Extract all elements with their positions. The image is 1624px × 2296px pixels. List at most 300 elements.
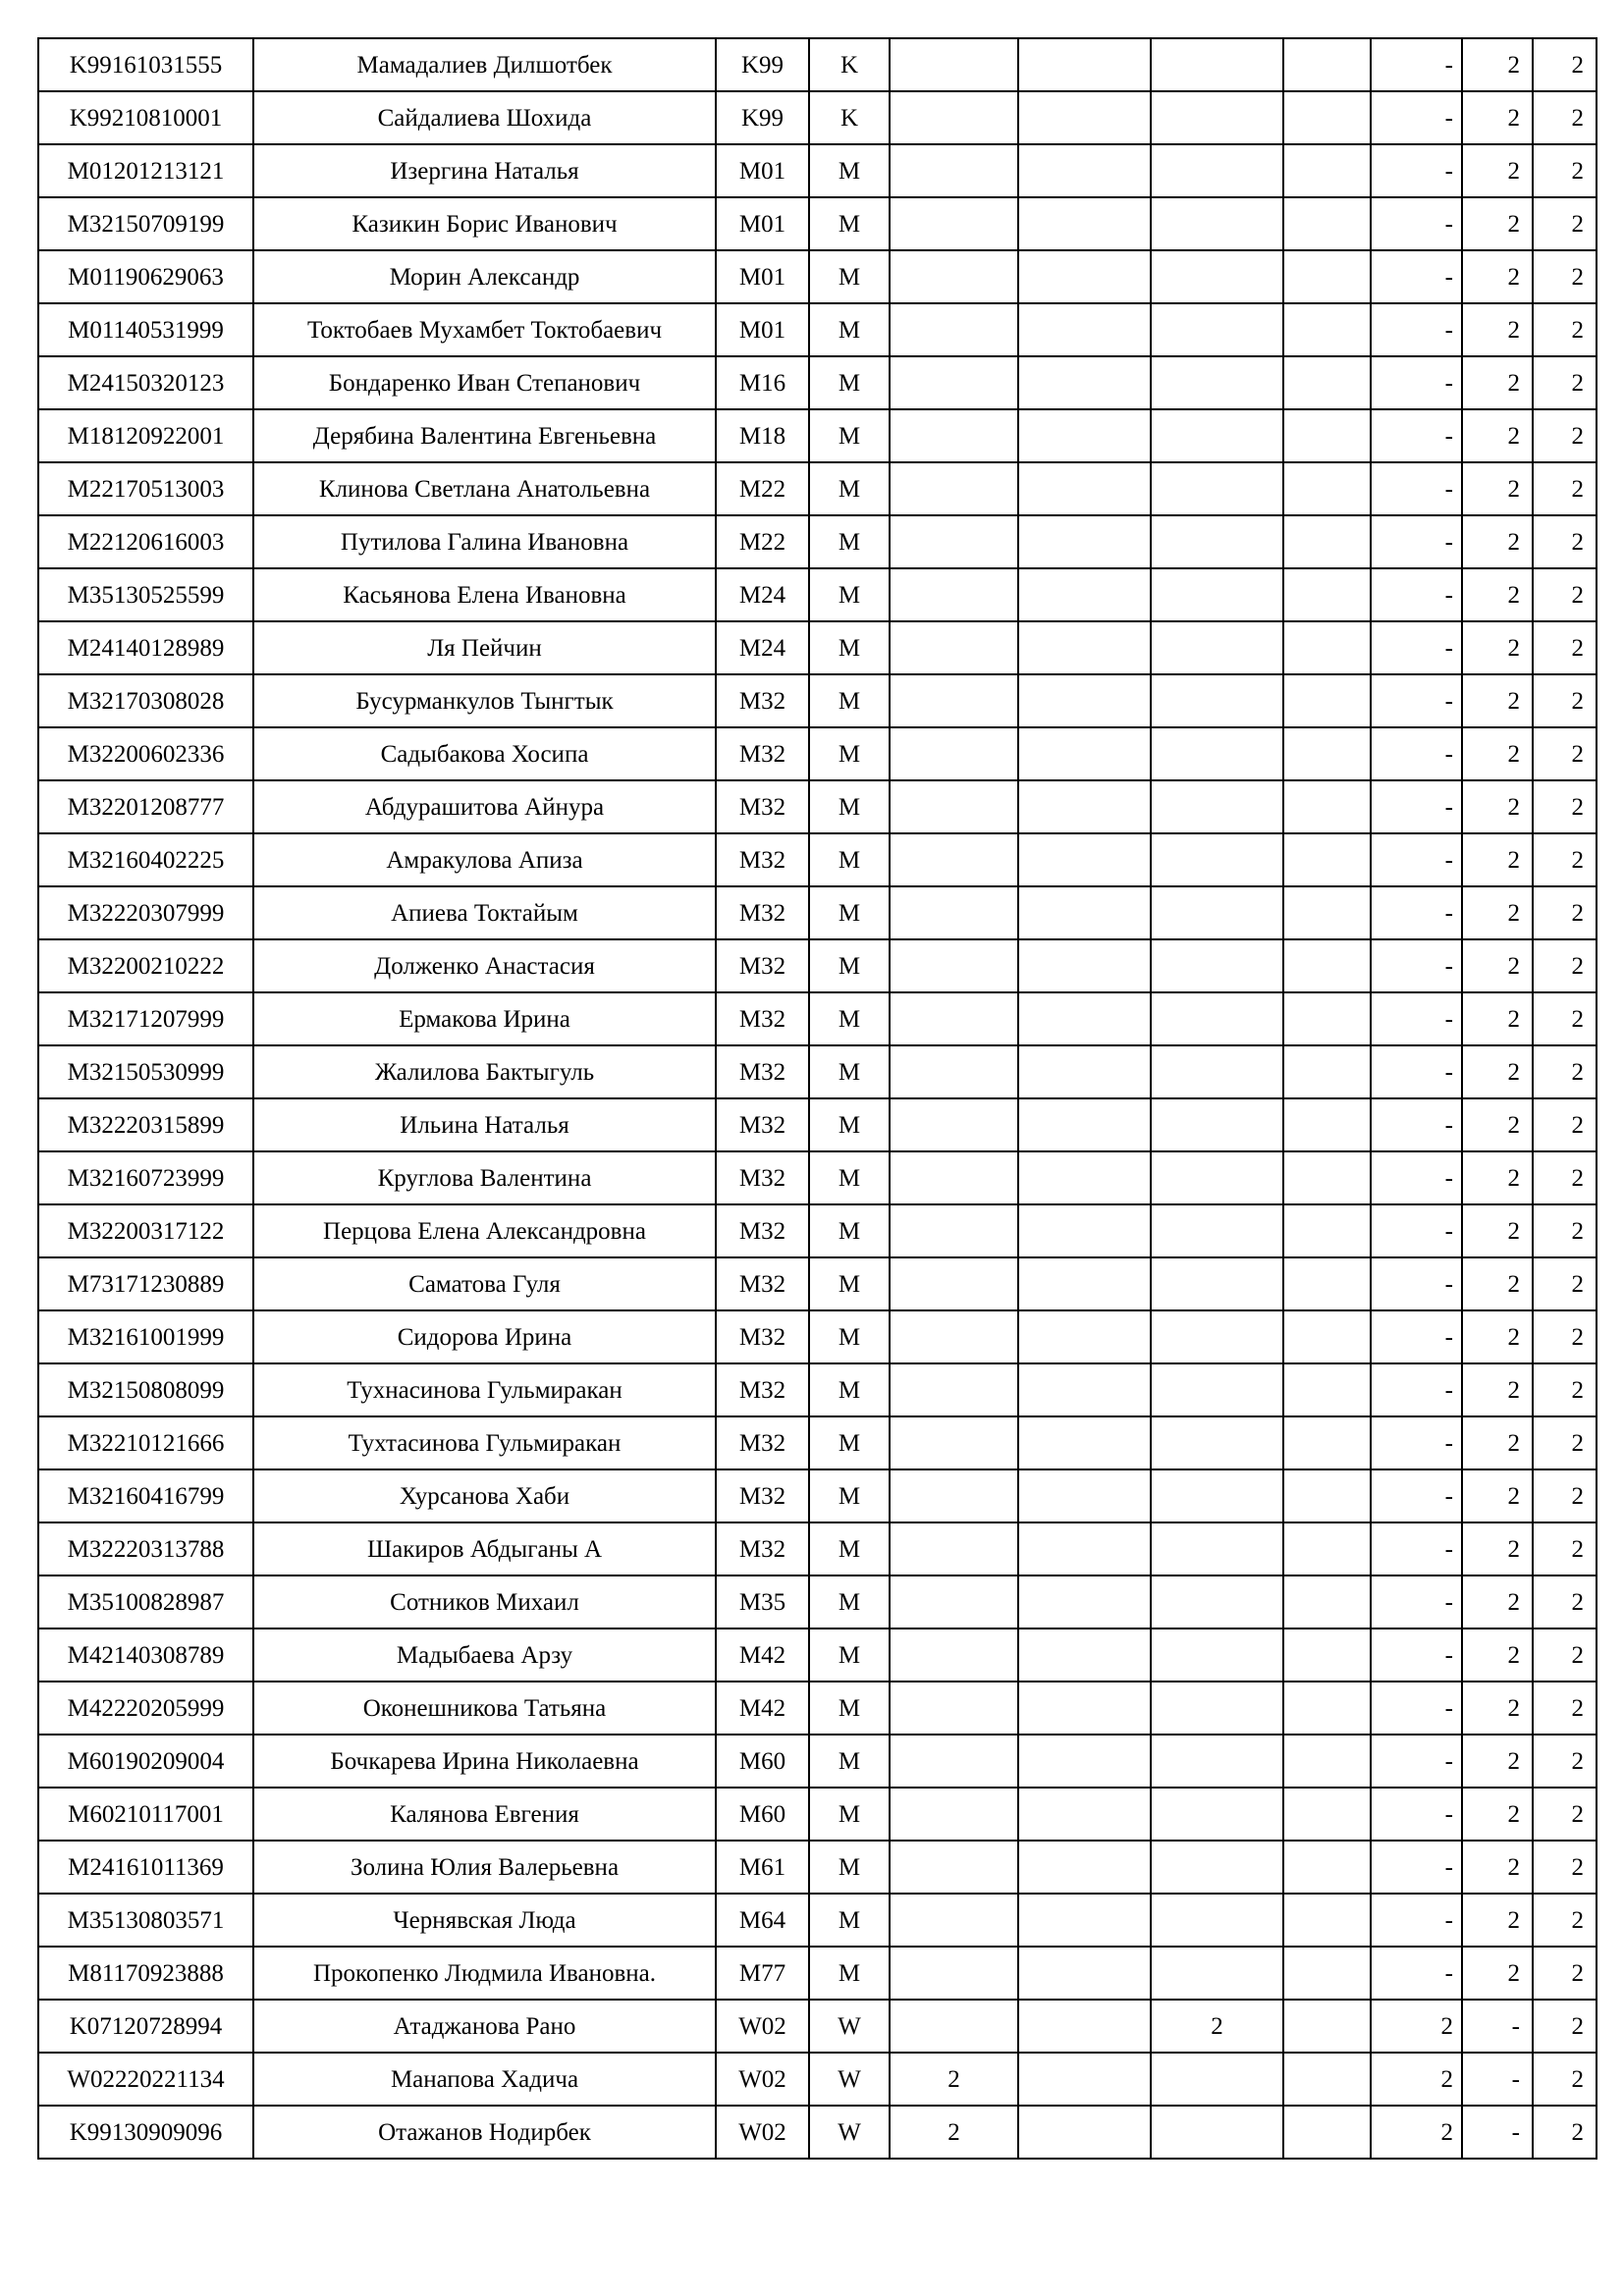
id-cell: M42220205999 bbox=[38, 1682, 253, 1735]
total-cell: 2 bbox=[1533, 1788, 1597, 1841]
table-row bbox=[38, 1469, 1597, 1522]
score6-cell: 2 bbox=[1462, 1310, 1533, 1363]
group-cell: M60 bbox=[716, 1788, 809, 1841]
total-cell: 2 bbox=[1533, 1310, 1597, 1363]
score2-cell bbox=[1018, 144, 1151, 197]
score5-cell: - bbox=[1371, 674, 1462, 727]
category-cell: M bbox=[809, 144, 890, 197]
score5-cell: 2 bbox=[1371, 2000, 1462, 2053]
id-cell: M60210117001 bbox=[38, 1788, 253, 1841]
score4-cell bbox=[1283, 462, 1371, 515]
score2-cell bbox=[1018, 462, 1151, 515]
total-cell: 2 bbox=[1533, 1629, 1597, 1682]
group-cell: M32 bbox=[716, 1257, 809, 1310]
score4-cell bbox=[1283, 780, 1371, 833]
category-cell: M bbox=[809, 1735, 890, 1788]
score1-cell bbox=[890, 886, 1018, 939]
score1-cell bbox=[890, 1204, 1018, 1257]
score1-cell bbox=[890, 1151, 1018, 1204]
table-row bbox=[38, 1204, 1597, 1257]
score4-cell bbox=[1283, 1257, 1371, 1310]
id-cell: K99210810001 bbox=[38, 91, 253, 144]
table-row bbox=[38, 1682, 1597, 1735]
name-cell: Шакиров Абдыганы А bbox=[253, 1522, 716, 1575]
category-cell: M bbox=[809, 1045, 890, 1098]
category-cell: M bbox=[809, 939, 890, 992]
score3-cell bbox=[1151, 144, 1283, 197]
score6-cell: 2 bbox=[1462, 409, 1533, 462]
name-cell: Клинова Светлана Анатольевна bbox=[253, 462, 716, 515]
score6-cell: 2 bbox=[1462, 1841, 1533, 1894]
score5-cell: - bbox=[1371, 1522, 1462, 1575]
table-row bbox=[38, 1788, 1597, 1841]
table-row bbox=[38, 303, 1597, 356]
total-cell: 2 bbox=[1533, 1841, 1597, 1894]
score6-cell: 2 bbox=[1462, 992, 1533, 1045]
table-row bbox=[38, 1522, 1597, 1575]
total-cell: 2 bbox=[1533, 1204, 1597, 1257]
table-row bbox=[38, 2106, 1597, 2159]
score3-cell: 2 bbox=[1151, 2000, 1283, 2053]
category-cell: M bbox=[809, 303, 890, 356]
name-cell: Бочкарева Ирина Николаевна bbox=[253, 1735, 716, 1788]
total-cell: 2 bbox=[1533, 38, 1597, 91]
score2-cell bbox=[1018, 409, 1151, 462]
group-cell: M32 bbox=[716, 833, 809, 886]
category-cell: M bbox=[809, 356, 890, 409]
id-cell: M01140531999 bbox=[38, 303, 253, 356]
score1-cell bbox=[890, 462, 1018, 515]
score1-cell bbox=[890, 833, 1018, 886]
score5-cell: - bbox=[1371, 1841, 1462, 1894]
score1-cell bbox=[890, 356, 1018, 409]
score2-cell bbox=[1018, 1522, 1151, 1575]
score2-cell bbox=[1018, 1045, 1151, 1098]
score5-cell: - bbox=[1371, 356, 1462, 409]
id-cell: M01201213121 bbox=[38, 144, 253, 197]
score4-cell bbox=[1283, 1204, 1371, 1257]
score4-cell bbox=[1283, 1416, 1371, 1469]
score3-cell bbox=[1151, 1894, 1283, 1947]
id-cell: M24140128989 bbox=[38, 621, 253, 674]
score5-cell: - bbox=[1371, 1204, 1462, 1257]
score4-cell bbox=[1283, 1045, 1371, 1098]
score2-cell bbox=[1018, 1735, 1151, 1788]
name-cell: Калянова Евгения bbox=[253, 1788, 716, 1841]
score4-cell bbox=[1283, 939, 1371, 992]
name-cell: Отажанов Нодирбек bbox=[253, 2106, 716, 2159]
name-cell: Сайдалиева Шохида bbox=[253, 91, 716, 144]
score4-cell bbox=[1283, 1629, 1371, 1682]
category-cell: M bbox=[809, 1947, 890, 2000]
score2-cell bbox=[1018, 515, 1151, 568]
score6-cell: 2 bbox=[1462, 1257, 1533, 1310]
score4-cell bbox=[1283, 91, 1371, 144]
score4-cell bbox=[1283, 1098, 1371, 1151]
category-cell: M bbox=[809, 1310, 890, 1363]
score3-cell bbox=[1151, 621, 1283, 674]
score2-cell bbox=[1018, 2000, 1151, 2053]
score2-cell bbox=[1018, 1416, 1151, 1469]
score5-cell: - bbox=[1371, 886, 1462, 939]
score5-cell: - bbox=[1371, 1735, 1462, 1788]
category-cell: M bbox=[809, 1894, 890, 1947]
total-cell: 2 bbox=[1533, 1045, 1597, 1098]
table-row bbox=[38, 197, 1597, 250]
id-cell: M32160416799 bbox=[38, 1469, 253, 1522]
score6-cell: 2 bbox=[1462, 886, 1533, 939]
score2-cell bbox=[1018, 621, 1151, 674]
group-cell: M32 bbox=[716, 1045, 809, 1098]
score3-cell bbox=[1151, 727, 1283, 780]
id-cell: W02220221134 bbox=[38, 2053, 253, 2106]
table-row bbox=[38, 621, 1597, 674]
score1-cell bbox=[890, 992, 1018, 1045]
name-cell: Ля Пейчин bbox=[253, 621, 716, 674]
score6-cell: 2 bbox=[1462, 727, 1533, 780]
total-cell: 2 bbox=[1533, 992, 1597, 1045]
score1-cell: 2 bbox=[890, 2053, 1018, 2106]
id-cell: M32200210222 bbox=[38, 939, 253, 992]
score3-cell bbox=[1151, 833, 1283, 886]
score6-cell: 2 bbox=[1462, 515, 1533, 568]
table-row bbox=[38, 886, 1597, 939]
group-cell: M32 bbox=[716, 780, 809, 833]
score6-cell: 2 bbox=[1462, 144, 1533, 197]
table-row bbox=[38, 462, 1597, 515]
table-row bbox=[38, 38, 1597, 91]
group-cell: M32 bbox=[716, 1151, 809, 1204]
score2-cell bbox=[1018, 833, 1151, 886]
score1-cell bbox=[890, 1735, 1018, 1788]
id-cell: M32150530999 bbox=[38, 1045, 253, 1098]
table-row bbox=[38, 356, 1597, 409]
score4-cell bbox=[1283, 1575, 1371, 1629]
score1-cell bbox=[890, 1947, 1018, 2000]
score6-cell: 2 bbox=[1462, 1151, 1533, 1204]
score5-cell: - bbox=[1371, 1682, 1462, 1735]
score2-cell bbox=[1018, 356, 1151, 409]
total-cell: 2 bbox=[1533, 1151, 1597, 1204]
table-row bbox=[38, 250, 1597, 303]
category-cell: M bbox=[809, 1629, 890, 1682]
score6-cell: 2 bbox=[1462, 1045, 1533, 1098]
id-cell: K99161031555 bbox=[38, 38, 253, 91]
id-cell: M24161011369 bbox=[38, 1841, 253, 1894]
total-cell: 2 bbox=[1533, 250, 1597, 303]
score2-cell bbox=[1018, 38, 1151, 91]
score6-cell: 2 bbox=[1462, 1575, 1533, 1629]
score5-cell: - bbox=[1371, 1416, 1462, 1469]
category-cell: M bbox=[809, 250, 890, 303]
category-cell: M bbox=[809, 1841, 890, 1894]
score6-cell: - bbox=[1462, 2000, 1533, 2053]
total-cell: 2 bbox=[1533, 674, 1597, 727]
table-row bbox=[38, 515, 1597, 568]
score4-cell bbox=[1283, 1469, 1371, 1522]
id-cell: M32220313788 bbox=[38, 1522, 253, 1575]
group-cell: M16 bbox=[716, 356, 809, 409]
score1-cell bbox=[890, 1894, 1018, 1947]
category-cell: M bbox=[809, 1204, 890, 1257]
total-cell: 2 bbox=[1533, 409, 1597, 462]
score2-cell bbox=[1018, 1204, 1151, 1257]
score2-cell bbox=[1018, 2106, 1151, 2159]
group-cell: M42 bbox=[716, 1629, 809, 1682]
group-cell: M32 bbox=[716, 1204, 809, 1257]
score5-cell: - bbox=[1371, 1363, 1462, 1416]
table-body bbox=[38, 38, 1597, 2159]
total-cell: 2 bbox=[1533, 197, 1597, 250]
id-cell: M32161001999 bbox=[38, 1310, 253, 1363]
score1-cell bbox=[890, 1682, 1018, 1735]
table-row bbox=[38, 91, 1597, 144]
score5-cell: 2 bbox=[1371, 2106, 1462, 2159]
score6-cell: 2 bbox=[1462, 621, 1533, 674]
score4-cell bbox=[1283, 992, 1371, 1045]
table-row bbox=[38, 1416, 1597, 1469]
score3-cell bbox=[1151, 886, 1283, 939]
score1-cell bbox=[890, 91, 1018, 144]
score1-cell bbox=[890, 1257, 1018, 1310]
score2-cell bbox=[1018, 992, 1151, 1045]
id-cell: M81170923888 bbox=[38, 1947, 253, 2000]
score1-cell bbox=[890, 1841, 1018, 1894]
id-cell: M32200317122 bbox=[38, 1204, 253, 1257]
group-cell: W02 bbox=[716, 2053, 809, 2106]
score6-cell: 2 bbox=[1462, 1469, 1533, 1522]
score3-cell bbox=[1151, 1522, 1283, 1575]
score4-cell bbox=[1283, 1894, 1371, 1947]
score6-cell: 2 bbox=[1462, 197, 1533, 250]
score4-cell bbox=[1283, 833, 1371, 886]
total-cell: 2 bbox=[1533, 144, 1597, 197]
score4-cell bbox=[1283, 2053, 1371, 2106]
score2-cell bbox=[1018, 91, 1151, 144]
table-row bbox=[38, 144, 1597, 197]
group-cell: M61 bbox=[716, 1841, 809, 1894]
score2-cell bbox=[1018, 1310, 1151, 1363]
score5-cell: - bbox=[1371, 303, 1462, 356]
group-cell: M32 bbox=[716, 992, 809, 1045]
score3-cell bbox=[1151, 1469, 1283, 1522]
score6-cell: 2 bbox=[1462, 1629, 1533, 1682]
participants-table bbox=[37, 37, 1597, 2160]
score4-cell bbox=[1283, 621, 1371, 674]
score4-cell bbox=[1283, 1841, 1371, 1894]
score6-cell: 2 bbox=[1462, 303, 1533, 356]
total-cell: 2 bbox=[1533, 833, 1597, 886]
id-cell: K07120728994 bbox=[38, 2000, 253, 2053]
score2-cell bbox=[1018, 1363, 1151, 1416]
score3-cell bbox=[1151, 939, 1283, 992]
group-cell: M32 bbox=[716, 939, 809, 992]
table-row bbox=[38, 1257, 1597, 1310]
table-row bbox=[38, 992, 1597, 1045]
score6-cell: 2 bbox=[1462, 1098, 1533, 1151]
name-cell: Перцова Елена Александровна bbox=[253, 1204, 716, 1257]
score3-cell bbox=[1151, 1257, 1283, 1310]
name-cell: Токтобаев Мухамбет Токтобаевич bbox=[253, 303, 716, 356]
score6-cell: 2 bbox=[1462, 1204, 1533, 1257]
score1-cell bbox=[890, 1363, 1018, 1416]
score5-cell: - bbox=[1371, 91, 1462, 144]
category-cell: M bbox=[809, 462, 890, 515]
group-cell: M22 bbox=[716, 462, 809, 515]
score5-cell: 2 bbox=[1371, 2053, 1462, 2106]
id-cell: M32210121666 bbox=[38, 1416, 253, 1469]
name-cell: Бусурманкулов Тынгтык bbox=[253, 674, 716, 727]
score1-cell bbox=[890, 1629, 1018, 1682]
total-cell: 2 bbox=[1533, 939, 1597, 992]
score4-cell bbox=[1283, 1947, 1371, 2000]
score3-cell bbox=[1151, 462, 1283, 515]
score4-cell bbox=[1283, 727, 1371, 780]
score3-cell bbox=[1151, 1310, 1283, 1363]
score1-cell bbox=[890, 197, 1018, 250]
score2-cell bbox=[1018, 1788, 1151, 1841]
score1-cell bbox=[890, 1416, 1018, 1469]
total-cell: 2 bbox=[1533, 1894, 1597, 1947]
total-cell: 2 bbox=[1533, 1469, 1597, 1522]
score3-cell bbox=[1151, 1045, 1283, 1098]
id-cell: M01190629063 bbox=[38, 250, 253, 303]
score6-cell: 2 bbox=[1462, 1363, 1533, 1416]
table-row bbox=[38, 1363, 1597, 1416]
score1-cell bbox=[890, 38, 1018, 91]
table-row bbox=[38, 1310, 1597, 1363]
total-cell: 2 bbox=[1533, 568, 1597, 621]
score1-cell bbox=[890, 1788, 1018, 1841]
score4-cell bbox=[1283, 568, 1371, 621]
score5-cell: - bbox=[1371, 1788, 1462, 1841]
id-cell: M32150808099 bbox=[38, 1363, 253, 1416]
table-row bbox=[38, 1151, 1597, 1204]
category-cell: M bbox=[809, 568, 890, 621]
score3-cell bbox=[1151, 250, 1283, 303]
id-cell: M32150709199 bbox=[38, 197, 253, 250]
name-cell: Жалилова Бактыгуль bbox=[253, 1045, 716, 1098]
score1-cell bbox=[890, 2000, 1018, 2053]
score5-cell: - bbox=[1371, 515, 1462, 568]
name-cell: Абдурашитова Айнура bbox=[253, 780, 716, 833]
score5-cell: - bbox=[1371, 568, 1462, 621]
name-cell: Мамадалиев Дилшотбек bbox=[253, 38, 716, 91]
score2-cell bbox=[1018, 1257, 1151, 1310]
score3-cell bbox=[1151, 1151, 1283, 1204]
category-cell: M bbox=[809, 780, 890, 833]
score6-cell: 2 bbox=[1462, 1947, 1533, 2000]
id-cell: M60190209004 bbox=[38, 1735, 253, 1788]
score4-cell bbox=[1283, 886, 1371, 939]
category-cell: M bbox=[809, 727, 890, 780]
score4-cell bbox=[1283, 1310, 1371, 1363]
total-cell: 2 bbox=[1533, 1682, 1597, 1735]
score3-cell bbox=[1151, 568, 1283, 621]
id-cell: M42140308789 bbox=[38, 1629, 253, 1682]
category-cell: M bbox=[809, 1257, 890, 1310]
group-cell: M64 bbox=[716, 1894, 809, 1947]
name-cell: Тухтасинова Гульмиракан bbox=[253, 1416, 716, 1469]
category-cell: M bbox=[809, 1098, 890, 1151]
score1-cell bbox=[890, 409, 1018, 462]
score2-cell bbox=[1018, 1151, 1151, 1204]
group-cell: M32 bbox=[716, 1469, 809, 1522]
score5-cell: - bbox=[1371, 1894, 1462, 1947]
score6-cell: 2 bbox=[1462, 939, 1533, 992]
category-cell: M bbox=[809, 1522, 890, 1575]
category-cell: M bbox=[809, 409, 890, 462]
total-cell: 2 bbox=[1533, 356, 1597, 409]
name-cell: Саматова Гуля bbox=[253, 1257, 716, 1310]
score6-cell: 2 bbox=[1462, 1735, 1533, 1788]
score2-cell bbox=[1018, 1894, 1151, 1947]
score3-cell bbox=[1151, 1629, 1283, 1682]
score1-cell bbox=[890, 727, 1018, 780]
score3-cell bbox=[1151, 1682, 1283, 1735]
id-cell: M18120922001 bbox=[38, 409, 253, 462]
score5-cell: - bbox=[1371, 462, 1462, 515]
group-cell: M18 bbox=[716, 409, 809, 462]
score3-cell bbox=[1151, 992, 1283, 1045]
score1-cell bbox=[890, 621, 1018, 674]
table-row bbox=[38, 939, 1597, 992]
category-cell: M bbox=[809, 1682, 890, 1735]
name-cell: Оконешникова Татьяна bbox=[253, 1682, 716, 1735]
name-cell: Касьянова Елена Ивановна bbox=[253, 568, 716, 621]
score5-cell: - bbox=[1371, 1310, 1462, 1363]
name-cell: Хурсанова Хаби bbox=[253, 1469, 716, 1522]
score5-cell: - bbox=[1371, 409, 1462, 462]
score6-cell: - bbox=[1462, 2053, 1533, 2106]
name-cell: Садыбакова Хосипа bbox=[253, 727, 716, 780]
score3-cell bbox=[1151, 1204, 1283, 1257]
score4-cell bbox=[1283, 1363, 1371, 1416]
total-cell: 2 bbox=[1533, 303, 1597, 356]
table-row bbox=[38, 1575, 1597, 1629]
name-cell: Казикин Борис Иванович bbox=[253, 197, 716, 250]
group-cell: M32 bbox=[716, 1522, 809, 1575]
total-cell: 2 bbox=[1533, 2000, 1597, 2053]
name-cell: Круглова Валентина bbox=[253, 1151, 716, 1204]
score2-cell bbox=[1018, 1098, 1151, 1151]
score2-cell bbox=[1018, 939, 1151, 992]
group-cell: M42 bbox=[716, 1682, 809, 1735]
score2-cell bbox=[1018, 780, 1151, 833]
score4-cell bbox=[1283, 1735, 1371, 1788]
total-cell: 2 bbox=[1533, 2053, 1597, 2106]
score3-cell bbox=[1151, 1947, 1283, 2000]
category-cell: M bbox=[809, 515, 890, 568]
total-cell: 2 bbox=[1533, 1735, 1597, 1788]
score6-cell: 2 bbox=[1462, 1416, 1533, 1469]
name-cell: Сидорова Ирина bbox=[253, 1310, 716, 1363]
group-cell: M77 bbox=[716, 1947, 809, 2000]
group-cell: M32 bbox=[716, 1098, 809, 1151]
id-cell: M73171230889 bbox=[38, 1257, 253, 1310]
name-cell: Путилова Галина Ивановна bbox=[253, 515, 716, 568]
total-cell: 2 bbox=[1533, 1416, 1597, 1469]
score4-cell bbox=[1283, 356, 1371, 409]
name-cell: Изергина Наталья bbox=[253, 144, 716, 197]
total-cell: 2 bbox=[1533, 1522, 1597, 1575]
score1-cell bbox=[890, 250, 1018, 303]
score1-cell: 2 bbox=[890, 2106, 1018, 2159]
score5-cell: - bbox=[1371, 1045, 1462, 1098]
category-cell: M bbox=[809, 1575, 890, 1629]
score5-cell: - bbox=[1371, 197, 1462, 250]
table-row bbox=[38, 2053, 1597, 2106]
